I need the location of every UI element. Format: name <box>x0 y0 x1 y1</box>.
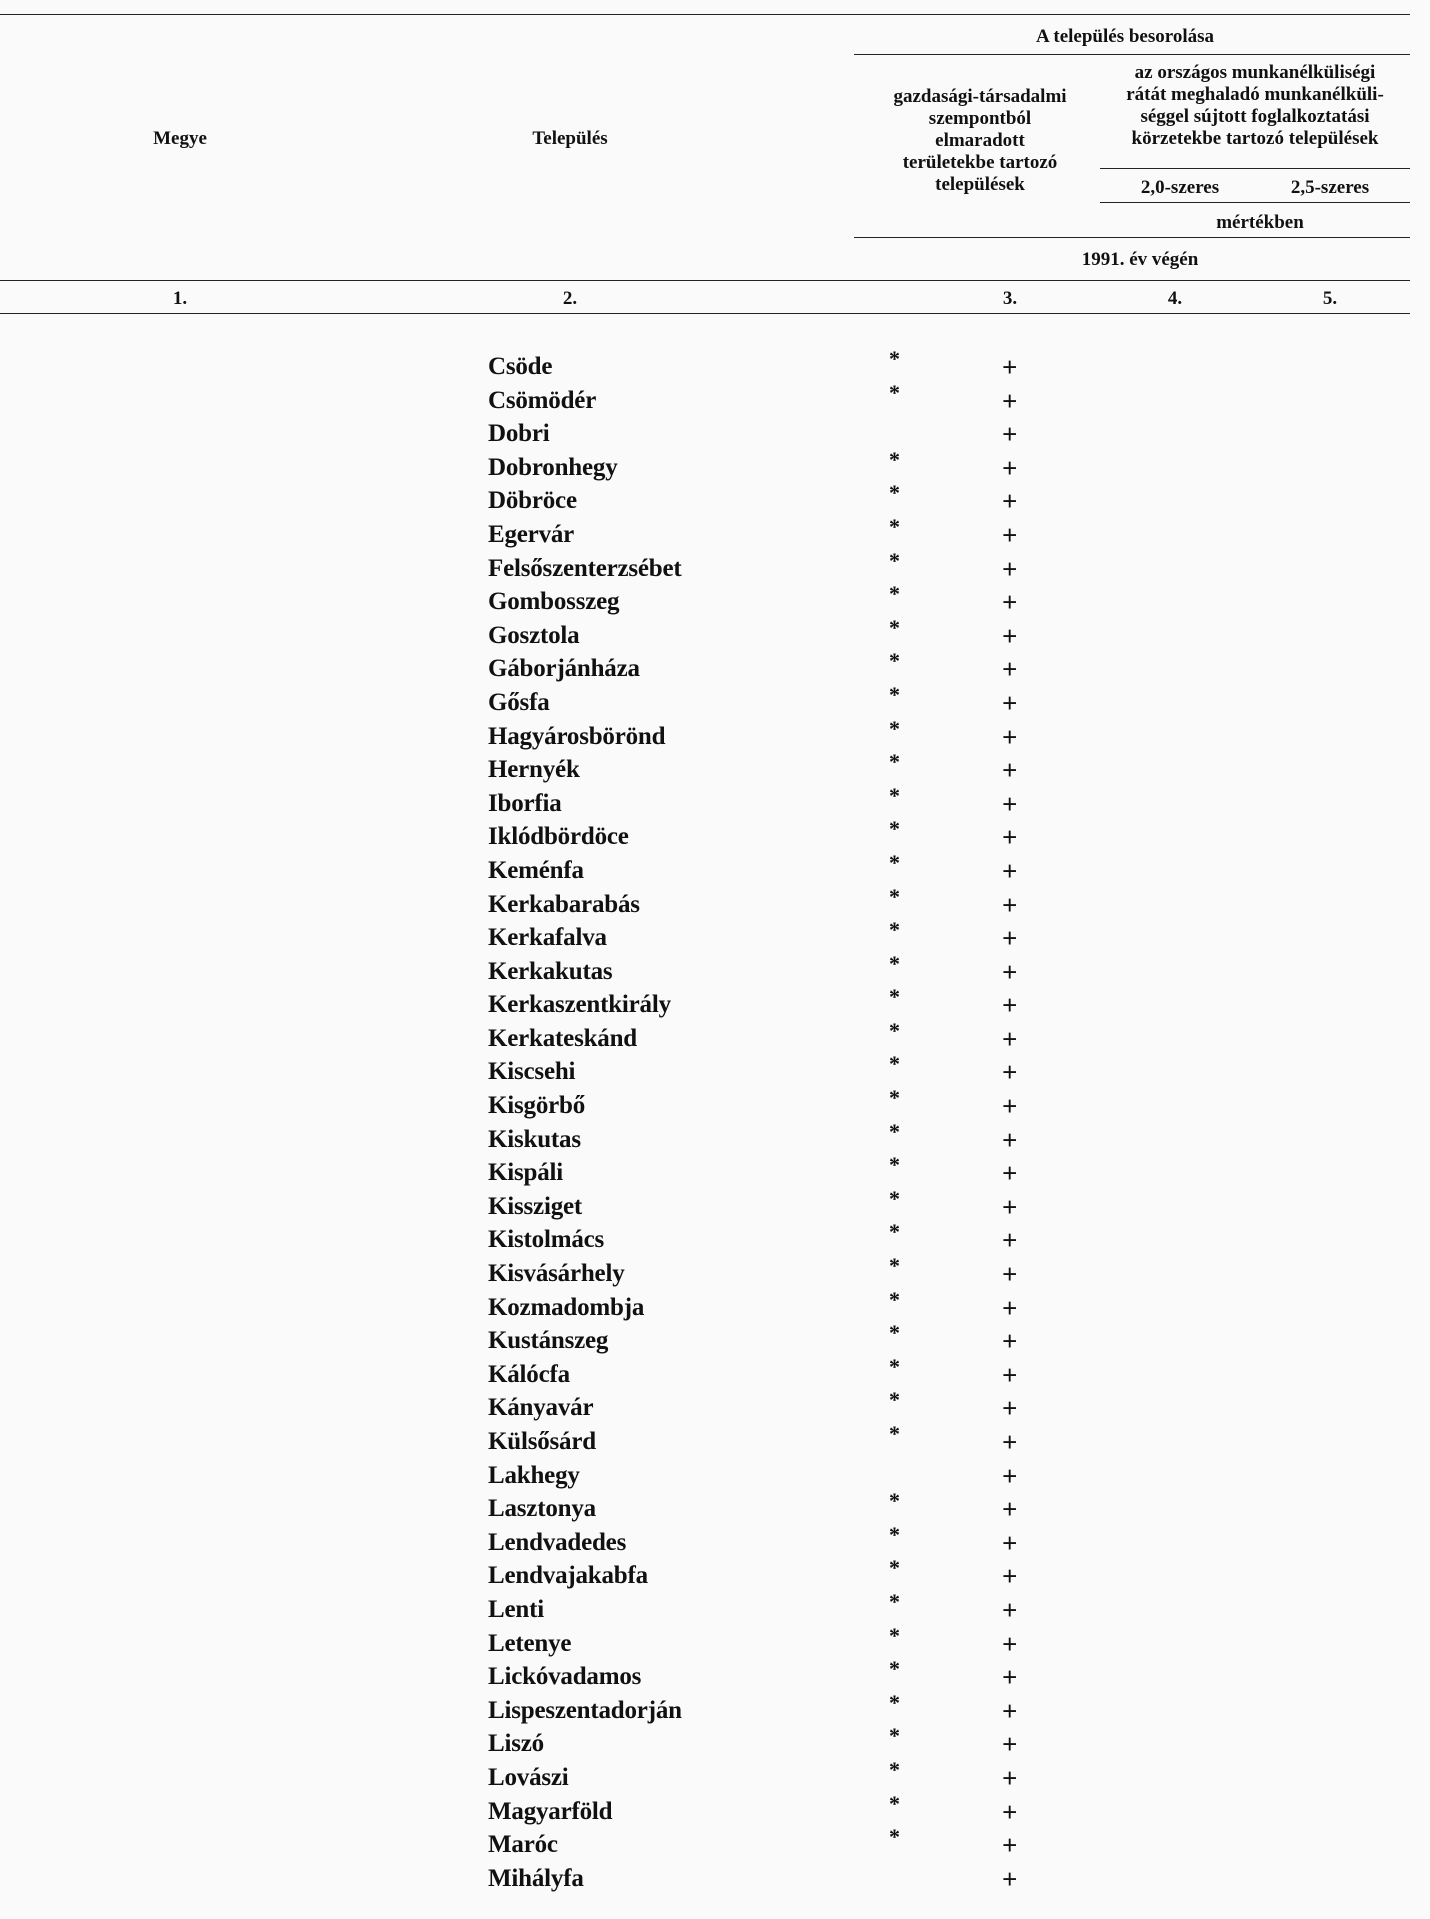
col4-mark: + <box>1002 721 1018 752</box>
table-row <box>0 1320 1430 1359</box>
settlement-name: Kerkafalva <box>488 924 607 952</box>
col4-mark: + <box>1002 1326 1018 1357</box>
settlement-name: Külsősárd <box>488 1428 596 1455</box>
col45-label-rule <box>1100 168 1410 169</box>
settlement-name: Dobronhegy <box>488 453 618 481</box>
col4-mark: + <box>1002 755 1018 786</box>
col4-mark: + <box>1002 1460 1018 1491</box>
col4-mark: + <box>1002 1057 1018 1088</box>
table-row <box>0 418 1430 452</box>
col3-mark: * <box>889 1320 900 1346</box>
table-row <box>0 480 1430 519</box>
settlement-name: Döbröce <box>488 487 577 515</box>
settlement-name: Lakhegy <box>488 1461 580 1489</box>
table-row <box>0 1790 1430 1830</box>
table-row <box>0 782 1430 822</box>
col4-mark: + <box>1002 1158 1018 1189</box>
table-row <box>0 1723 1430 1762</box>
settlement-name: Lendvajakabfa <box>488 1562 648 1590</box>
settlement-name: Kálócfa <box>488 1360 570 1388</box>
table-row <box>0 1588 1430 1628</box>
col4-mark: + <box>1002 1292 1018 1323</box>
table-row <box>0 346 1430 385</box>
col-number-3: 3. <box>1002 288 1018 309</box>
col3-mark: * <box>889 1588 900 1614</box>
settlement-name: Lendvadedes <box>488 1528 627 1556</box>
settlement-name: Kispáli <box>488 1159 564 1187</box>
settlement-name: Kissziget <box>488 1192 583 1220</box>
table-row <box>0 917 1430 956</box>
settlement-name: Kiskutas <box>488 1125 581 1153</box>
col3-mark: * <box>889 1723 900 1749</box>
settlement-name: Lickóvadamos <box>488 1663 642 1691</box>
settlement-name: Kerkakutas <box>488 957 613 985</box>
col45-header: az országos munkanélküliségi rátát meghaladó munkanélküli- séggel sújtott foglalkoztatási körzetekbe tartozó települések <box>1126 62 1384 149</box>
col3-mark: * <box>889 346 900 371</box>
col4-mark: + <box>1002 1124 1018 1155</box>
col3-mark: * <box>889 1521 900 1547</box>
table-row <box>0 1152 1430 1191</box>
table-row <box>0 1017 1430 1057</box>
col4-mark: + <box>1002 788 1018 819</box>
table-row <box>0 749 1430 788</box>
col3-mark: * <box>889 984 900 1010</box>
settlement-name: Csömödér <box>488 386 597 414</box>
table-row <box>0 446 1430 486</box>
colnum-rule <box>0 313 1410 314</box>
settlement-name: Kerkaszentkirály <box>488 991 671 1019</box>
header-bottom-rule <box>0 280 1410 281</box>
col4-header: 2,0-szeres <box>1140 177 1220 198</box>
settlement-name: Kustánszeg <box>488 1327 609 1355</box>
settlement-name: Liszó <box>488 1730 544 1758</box>
table-row <box>0 1051 1430 1090</box>
col4-mark: + <box>1002 1561 1018 1592</box>
col3-mark: * <box>889 1286 900 1312</box>
settlement-name: Lasztonya <box>488 1495 596 1523</box>
col4-mark: + <box>1002 385 1018 416</box>
settlement-name: Lispeszentadorján <box>488 1696 682 1724</box>
col4-mark: + <box>1002 1527 1018 1558</box>
col4-mark: + <box>1002 923 1018 954</box>
col4-mark: + <box>1002 1863 1018 1894</box>
col4-mark: + <box>1002 1695 1018 1726</box>
settlement-name: Magyarföld <box>488 1797 613 1825</box>
col4-mark: + <box>1002 1427 1018 1457</box>
col3-mark: * <box>889 1421 900 1446</box>
top-rule <box>0 14 1410 15</box>
settlement-name: Kiscsehi <box>488 1058 576 1086</box>
table-row <box>0 849 1430 889</box>
table-row <box>0 950 1430 990</box>
table-row <box>0 1689 1430 1729</box>
settlement-name: Felsőszenterzsébet <box>488 554 682 582</box>
col4-mark: + <box>1002 956 1018 987</box>
col3-mark: * <box>889 1017 900 1043</box>
col3-mark: * <box>889 513 900 539</box>
settlement-name: Kányavár <box>488 1394 594 1422</box>
col4-mark: + <box>1002 486 1018 517</box>
col3-mark: * <box>889 782 900 808</box>
settlement-name: Iborfia <box>488 789 562 817</box>
col5-header: 2,5-szeres <box>1290 177 1370 198</box>
table-row <box>0 816 1430 855</box>
col3-mark: * <box>889 1488 900 1514</box>
settlement-list <box>0 346 1430 1896</box>
col3-mark: * <box>889 681 900 707</box>
table-row <box>0 1353 1430 1393</box>
col3-mark: * <box>889 1051 900 1077</box>
settlement-name: Kisgörbő <box>488 1092 586 1120</box>
col4-mark: + <box>1002 1191 1018 1222</box>
group-title: A település besorolása <box>1035 26 1215 47</box>
table-row <box>0 379 1430 419</box>
table-row <box>0 715 1430 755</box>
col4-mark: + <box>1002 1796 1018 1827</box>
col4-mark: + <box>1002 889 1018 920</box>
col4-mark: + <box>1002 1762 1018 1793</box>
col45-sub-rule <box>1100 202 1410 203</box>
col4-mark: + <box>1002 1359 1018 1390</box>
col3-mark: * <box>889 1790 900 1816</box>
col4-mark: + <box>1002 553 1018 584</box>
col3-mark: * <box>889 1085 900 1111</box>
mertekben-label: mértékben <box>1216 212 1304 233</box>
group-rule <box>854 54 1410 55</box>
settlement-name: Gáborjánháza <box>488 655 640 683</box>
table-row <box>0 1185 1430 1225</box>
col4-mark: + <box>1002 1091 1018 1122</box>
col-number-1: 1. <box>172 288 188 309</box>
settlement-name: Hagyárosbörönd <box>488 722 666 750</box>
col4-mark: + <box>1002 1494 1018 1525</box>
settlement-name: Kerkabarabás <box>488 890 640 918</box>
col4-mark: + <box>1002 1628 1018 1659</box>
col4-mark: + <box>1002 1662 1018 1693</box>
col3-mark: * <box>889 1555 900 1581</box>
col4-mark: + <box>1002 1225 1018 1256</box>
col-number-4: 4. <box>1167 288 1183 309</box>
table-row <box>0 513 1430 553</box>
col3-mark: * <box>889 1152 900 1178</box>
col3-mark: * <box>889 1219 900 1245</box>
settlement-name: Gosztola <box>488 621 580 649</box>
settlement-name: Keménfa <box>488 856 584 884</box>
table-row <box>0 1656 1430 1695</box>
table-row <box>0 1863 1430 1897</box>
table-row <box>0 1219 1430 1258</box>
table-row <box>0 1521 1430 1561</box>
col4-mark: + <box>1002 1594 1018 1625</box>
settlement-name: Iklódbördöce <box>488 823 629 851</box>
table-row <box>0 1286 1430 1326</box>
table-row <box>0 1253 1430 1292</box>
settlement-name: Kistolmács <box>488 1226 605 1254</box>
col3-mark: * <box>889 446 900 472</box>
table-row <box>0 1387 1430 1426</box>
col4-mark: + <box>1002 1830 1018 1861</box>
col4-mark: + <box>1002 855 1018 886</box>
col4-mark: + <box>1002 452 1018 483</box>
col3-mark: * <box>889 614 900 640</box>
settlement-name: Lovászi <box>488 1763 569 1791</box>
col3-mark: * <box>889 715 900 741</box>
table-row <box>0 547 1430 587</box>
table-row <box>0 1460 1430 1494</box>
col3-mark: * <box>889 1622 900 1648</box>
col3-mark: * <box>889 379 900 405</box>
table-row <box>0 1622 1430 1662</box>
settlement-name: Csöde <box>488 353 553 380</box>
settlement-name: Maróc <box>488 1831 558 1859</box>
col4-mark: + <box>1002 990 1018 1021</box>
col3-mark: * <box>889 1756 900 1782</box>
settlement-name: Kerkateskánd <box>488 1024 638 1052</box>
col3-mark: * <box>889 883 900 909</box>
col3-mark: * <box>889 1118 900 1144</box>
col3-mark: * <box>889 1656 900 1682</box>
settlement-name: Letenye <box>488 1629 572 1657</box>
col3-mark: * <box>889 581 900 607</box>
settlement-name: Dobri <box>488 420 550 448</box>
col4-mark: + <box>1002 654 1018 685</box>
table-row <box>0 1118 1430 1158</box>
col3-mark: * <box>889 1253 900 1279</box>
col3-mark: * <box>889 648 900 674</box>
col3-mark: * <box>889 1387 900 1413</box>
col3-mark: * <box>889 1185 900 1211</box>
col-number-2: 2. <box>562 288 578 309</box>
col3-mark: * <box>889 917 900 943</box>
table-row <box>0 681 1430 721</box>
col3-header: gazdasági-társadalmi szempontból elmaradott területekbe tartozó települések <box>893 86 1067 195</box>
col4-mark: + <box>1002 1023 1018 1054</box>
settlement-name: Lenti <box>488 1595 544 1623</box>
col3-mark: * <box>889 849 900 875</box>
table-row <box>0 648 1430 687</box>
col3-mark: * <box>889 547 900 573</box>
col3-mark: * <box>889 1824 900 1850</box>
settlement-name: Kisvásárhely <box>488 1260 625 1288</box>
col4-mark: + <box>1002 687 1018 718</box>
col4-mark: + <box>1002 620 1018 651</box>
table-row <box>0 984 1430 1023</box>
col4-mark: + <box>1002 822 1018 853</box>
col4-mark: + <box>1002 352 1018 382</box>
col3-mark: * <box>889 816 900 842</box>
col4-mark: + <box>1002 419 1018 450</box>
col4-mark: + <box>1002 1393 1018 1424</box>
table-row <box>0 614 1430 654</box>
col-megye-header: Megye <box>153 128 207 149</box>
table-row <box>0 883 1430 923</box>
col4-mark: + <box>1002 519 1018 550</box>
settlement-name: Hernyék <box>488 756 580 784</box>
table-row <box>0 1085 1430 1124</box>
mertekben-rule <box>854 237 1410 238</box>
settlement-name: Gombosszeg <box>488 588 620 616</box>
settlement-name: Mihályfa <box>488 1864 584 1892</box>
settlement-name: Kozmadombja <box>488 1293 645 1321</box>
table-row <box>0 1421 1430 1460</box>
col3-mark: * <box>889 1353 900 1379</box>
col-telepules-header: Település <box>532 128 608 149</box>
col4-mark: + <box>1002 1729 1018 1760</box>
col3-mark: * <box>889 749 900 775</box>
col4-mark: + <box>1002 1259 1018 1290</box>
col3-mark: * <box>889 1689 900 1715</box>
table-row <box>0 581 1430 620</box>
col-number-5: 5. <box>1322 288 1338 309</box>
table-row <box>0 1555 1430 1594</box>
col3-mark: * <box>889 950 900 976</box>
col4-mark: + <box>1002 587 1018 618</box>
settlement-name: Egervár <box>488 520 575 548</box>
table-row <box>0 1488 1430 1527</box>
table-row <box>0 1756 1430 1796</box>
col3-mark: * <box>889 480 900 506</box>
table-row <box>0 1824 1430 1863</box>
year-label: 1991. év végén <box>1081 249 1199 270</box>
settlement-name: Gősfa <box>488 688 550 716</box>
